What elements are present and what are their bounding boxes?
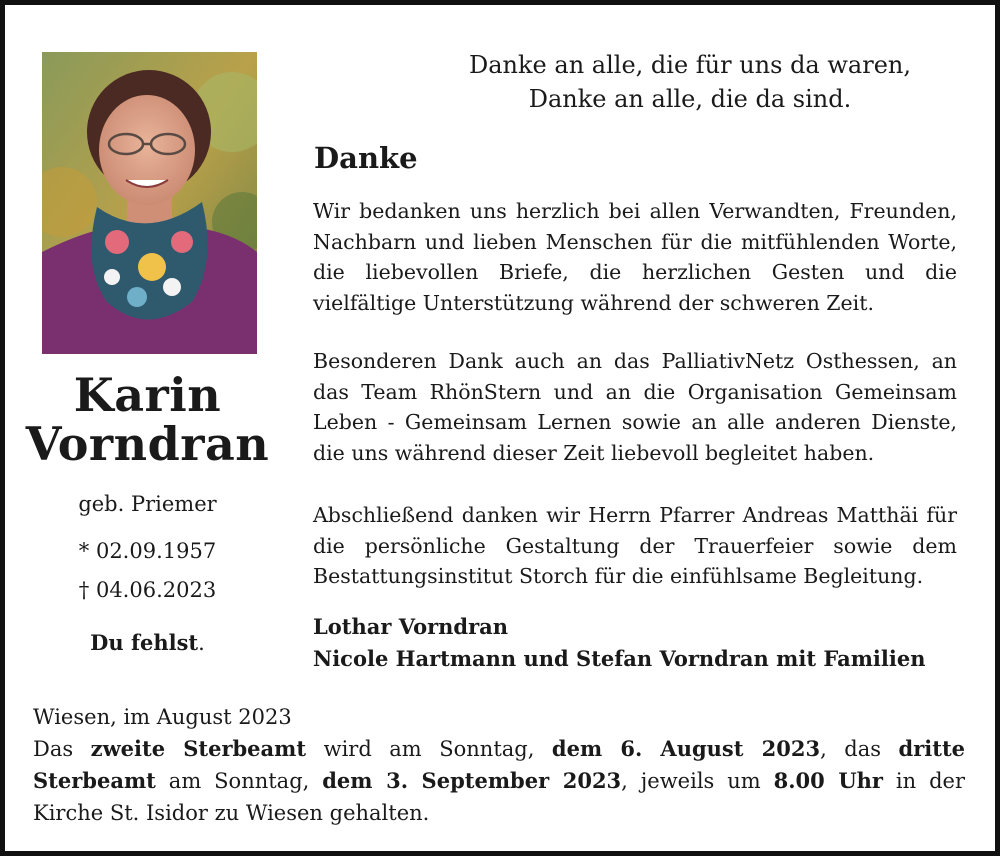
- text-segment: , das: [820, 737, 899, 761]
- footer-notice: [33, 701, 965, 829]
- bold-segment: dem 3. September 2023: [322, 768, 622, 793]
- deceased-first-name: Karin: [73, 368, 222, 422]
- text-segment: , jeweils um: [621, 769, 774, 793]
- signature-line-1: Lothar Vorndran: [313, 614, 509, 639]
- bold-segment: zweite Sterbeamt: [90, 736, 307, 761]
- motto-text: Du fehlst: [90, 630, 199, 655]
- signature-line-2: Nicole Hartmann und Stefan Vorndran mit Familien: [313, 646, 926, 671]
- quote-line-1: Danke an alle, die für uns da waren,: [469, 51, 911, 79]
- bold-segment: 8.00 Uhr: [773, 768, 883, 793]
- mass-announcement: [33, 733, 965, 829]
- death-date: † 04.06.2023: [78, 578, 217, 602]
- birth-name: geb. Priemer: [78, 492, 217, 516]
- text-segment: wird am Sonntag,: [306, 737, 552, 761]
- motto: [20, 630, 275, 656]
- thanks-paragraph-1: Wir bedanken uns herzlich bei allen Verwandten, Freunden, Nachbarn und lieben Menschen für die mitfühlenden Worte, die liebevollen Briefe, die herzlichen Gesten und die vielfältige Unterstützung während der schweren Zeit.: [313, 199, 957, 315]
- bold-segment: dem 6. August 2023: [551, 736, 821, 761]
- text-segment: Das: [33, 737, 91, 761]
- bold-segment: dritte Sterbeamt: [33, 736, 966, 793]
- thanks-paragraph-2: Besonderen Dank auch an das PalliativNetz Osthessen, an das Team RhönStern und an die Organisation Gemeinsam Leben - Gemeinsam Lernen sowie an alle anderen Dienste, die uns während dieser Zeit liebevoll begleitet haben.: [313, 349, 957, 465]
- birth-date: * 02.09.1957: [78, 539, 217, 563]
- quote-line-2: Danke an alle, die da sind.: [528, 85, 852, 113]
- portrait-photo: [42, 52, 257, 354]
- thanks-paragraph-3: Abschließend danken wir Herrn Pfarrer Andreas Matthäi für die persönliche Gestaltung der Trauerfeier sowie dem Bestattungsinstitut Storch für die einfühlsame Begleitung.: [313, 503, 957, 588]
- text-segment: in der Kirche St. Isidor zu Wiesen gehalten.: [33, 769, 965, 825]
- heading-danke: Danke: [314, 141, 418, 175]
- text-segment: am Sonntag,: [155, 769, 323, 793]
- deceased-last-name: Vorndran: [25, 417, 270, 471]
- motto-period: .: [198, 631, 205, 655]
- place-date: Wiesen, im August 2023: [33, 705, 292, 729]
